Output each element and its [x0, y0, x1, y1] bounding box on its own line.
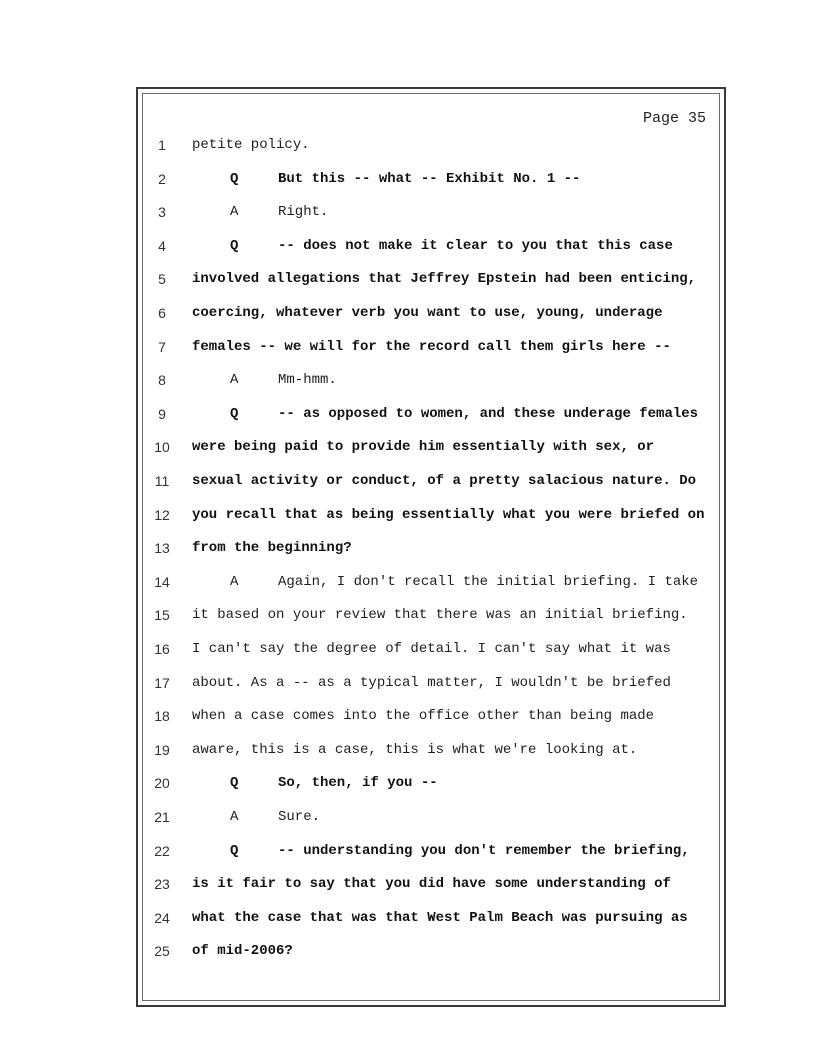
speaker-label: Q: [230, 170, 239, 187]
line-number: 4: [158, 237, 166, 254]
line-text: [192, 339, 671, 355]
speaker-label: A: [230, 809, 239, 825]
line-text: [192, 607, 688, 623]
speaker-label: A: [230, 573, 239, 590]
line-body: when a case comes into the office other than being made: [192, 708, 655, 725]
line-body: females -- we will for the record call them girls here --: [192, 338, 671, 355]
line-body: Sure.: [278, 809, 321, 825]
line-number: 1: [158, 137, 166, 153]
line-number: 17: [154, 674, 170, 691]
line-number: 7: [158, 338, 166, 355]
line-body: But this -- what -- Exhibit No. 1 --: [278, 170, 581, 187]
line-text: [192, 876, 671, 892]
line-number: 11: [154, 473, 170, 489]
line-text: [192, 843, 690, 859]
line-body: Right.: [278, 204, 329, 221]
line-body: coercing, whatever verb you want to use, young, underage: [192, 305, 663, 321]
speaker-label: A: [230, 204, 239, 221]
line-number: 10: [154, 439, 170, 456]
line-number: 24: [154, 909, 170, 926]
line-number: 6: [158, 305, 166, 321]
page-number: Page 35: [642, 110, 706, 127]
line-number: 25: [154, 943, 170, 960]
line-text: [192, 943, 293, 959]
line-number: 14: [154, 573, 170, 590]
line-text: [192, 204, 328, 220]
speaker-label: Q: [230, 405, 239, 422]
line-body: Again, I don't recall the initial briefing. I take: [278, 573, 699, 590]
line-text: [192, 708, 654, 724]
line-body: -- does not make it clear to you that this case: [278, 237, 673, 254]
line-body: sexual activity or conduct, of a pretty salacious nature. Do: [192, 473, 697, 489]
line-number: 8: [158, 372, 166, 389]
line-text: [192, 641, 671, 657]
line-body: involved allegations that Jeffrey Epstein had been enticing,: [192, 271, 697, 288]
line-body: -- understanding you don't remember the briefing,: [278, 842, 690, 859]
line-body: what the case that was that West Palm Beach was pursuing as: [192, 909, 688, 926]
line-text: [192, 439, 654, 455]
speaker-label: Q: [230, 842, 239, 859]
line-number: 21: [154, 809, 170, 825]
line-body: were being paid to provide him essentially with sex, or: [192, 439, 655, 456]
line-text: [192, 305, 662, 321]
line-number: 2: [158, 170, 166, 187]
line-text: [192, 910, 688, 926]
line-body: about. As a -- as a typical matter, I wouldn't be briefed: [192, 674, 671, 691]
line-text: [192, 742, 637, 758]
line-number: 16: [154, 641, 170, 657]
line-number: 12: [154, 506, 170, 523]
line-text: [192, 372, 337, 388]
line-number: 22: [154, 842, 170, 859]
speaker-label: Q: [230, 775, 239, 792]
line-text: [192, 540, 352, 556]
line-number: 13: [154, 540, 170, 557]
line-number: 3: [158, 204, 166, 221]
line-text: [192, 775, 438, 791]
line-number: 18: [154, 708, 170, 725]
line-number: 23: [154, 876, 170, 893]
line-body: you recall that as being essentially what you were briefed on: [192, 506, 705, 523]
line-text: [192, 809, 320, 825]
line-number: 15: [154, 607, 170, 624]
line-text: [192, 507, 704, 523]
line-body: -- as opposed to women, and these underage females: [278, 405, 699, 422]
line-body: aware, this is a case, this is what we're looking at.: [192, 741, 638, 758]
line-body: of mid-2006?: [192, 943, 293, 960]
line-body: it based on your review that there was an initial briefing.: [192, 607, 688, 624]
line-number: 19: [154, 741, 170, 758]
line-body: I can't say the degree of detail. I can't say what it was: [192, 641, 671, 657]
line-body: Mm-hmm.: [278, 372, 337, 389]
line-text: [192, 675, 671, 691]
speaker-label: A: [230, 372, 239, 389]
line-text: [192, 137, 310, 153]
line-body: So, then, if you --: [278, 775, 438, 792]
line-number: 20: [154, 775, 170, 792]
line-text: [192, 238, 673, 254]
line-text: [192, 271, 696, 287]
line-body: is it fair to say that you did have some understanding of: [192, 876, 671, 893]
line-text: [192, 473, 696, 489]
line-text: [192, 171, 580, 187]
line-body: from the beginning?: [192, 540, 352, 557]
line-number: 9: [158, 405, 166, 422]
speaker-label: Q: [230, 237, 239, 254]
line-number: 5: [158, 271, 166, 288]
line-text: [192, 406, 698, 422]
line-text: [192, 574, 698, 590]
line-body: petite policy.: [192, 137, 310, 153]
